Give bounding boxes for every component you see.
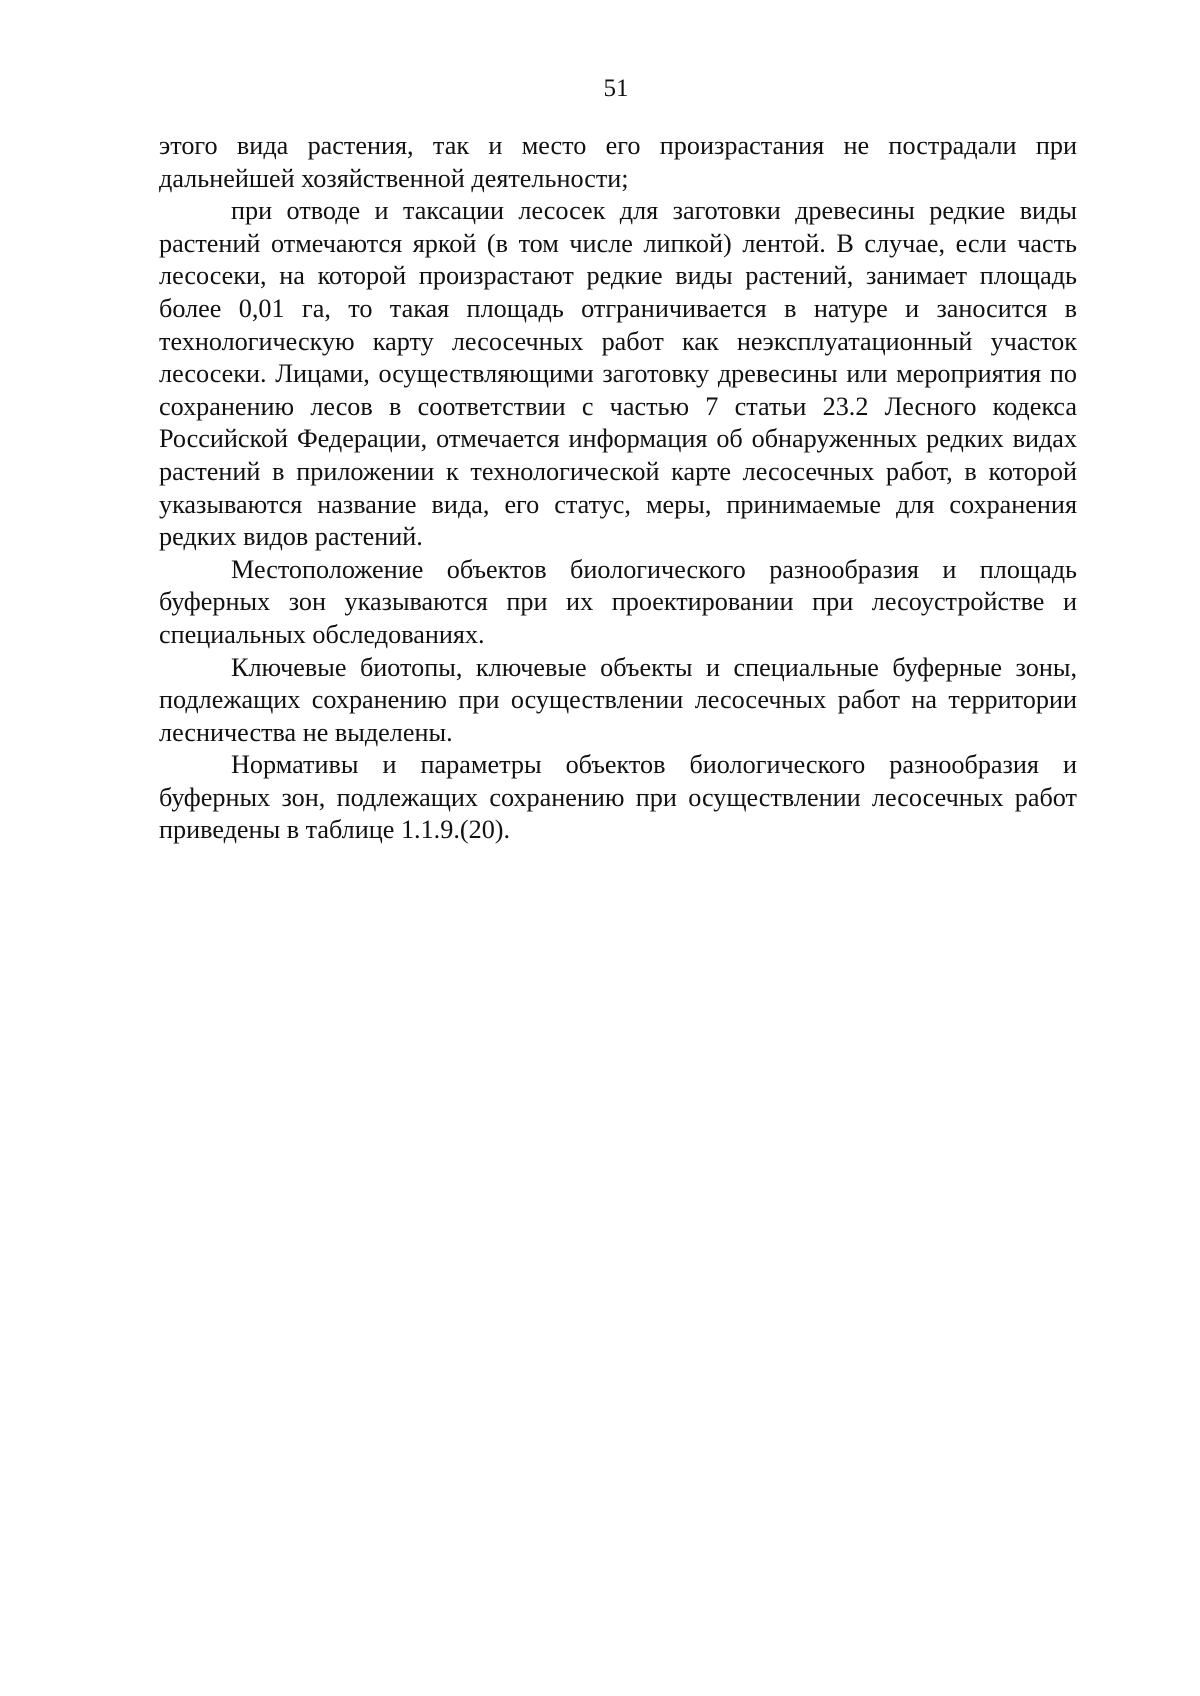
paragraph-biodiversity-location: Местоположение объектов биологического разнообразия и площадь буферных зон указываются при их проектировании при лесоустройстве и специальных обследованиях. [159,554,1077,649]
page-number: 51 [603,75,629,102]
paragraph-continuation: этого вида растения, так и место его произрастания не пострадали при дальнейшей хозяйственной деятельности; [159,131,1077,193]
paragraph-key-biotopes: Ключевые биотопы, ключевые объекты и специальные буферные зоны, подлежащих сохранению при осуществлении лесосечных работ на территории лесничества не выделены. [159,652,1077,747]
body-text [159,130,1077,847]
paragraph-norms-reference: Нормативы и параметры объектов биологического разнообразия и буферных зон, подлежащих сохранению при осуществлении лесосечных работ приведены в таблице 1.1.9.(20). [159,750,1077,845]
paragraph-rare-species-marking: при отводе и таксации лесосек для заготовки древесины редкие виды растений отмечаются яркой (в том числе липкой) лентой. В случае, если часть лесосеки, на которой произрастают редкие виды растений, занимает площадь более 0,01 га, то такая площадь отграничивается в натуре и заносится в технологическую карту лесосечных работ как неэксплуатационный участок лесосеки. Лицами, осуществляющими заготовку древесины или мероприятия по сохранению лесов в соответствии с частью 7 статьи 23.2 Лесного кодекса Российской Федерации, отмечается информация об обнаруженных редких видах растений в приложении к технологической карте лесосечных работ, в которой указываются название вида, его статус, меры, принимаемые для сохранения редких видов растений. [159,196,1077,552]
